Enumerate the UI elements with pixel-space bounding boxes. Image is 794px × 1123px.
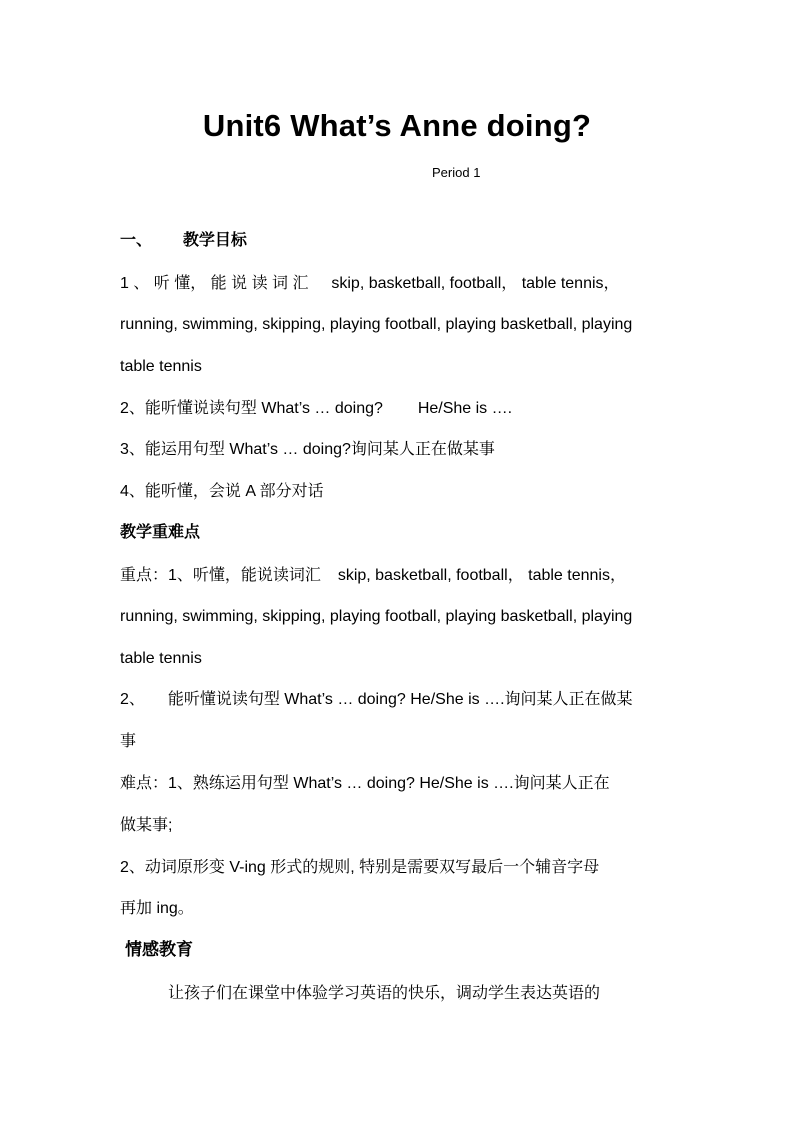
section-heading-objectives [120, 230, 247, 252]
heading-number: 一、 [120, 232, 153, 249]
document-title: Unit6 What’s Anne doing? [202, 108, 592, 143]
goal-1-line-1: 1 、 听 懂， 能 说 读 词 汇 skip, basketball, football， table tennis， [120, 275, 620, 292]
emotional-education-paragraph: 让孩子们在课堂中体验学习英语的快乐，调动学生表达英语的 [168, 985, 601, 1002]
difficulty-2-line-2: 再加 ing。 [120, 900, 194, 917]
heading-text: 教学目标 [182, 232, 247, 249]
section-heading-emotional-education: 情感教育 [125, 940, 193, 959]
difficulty-1-line-2: 做某事; [120, 817, 173, 834]
key-point-2-line-1: 2、 能听懂说读句型 What’s … doing? He/She is ….询问某人正在做某 [120, 691, 633, 708]
difficulty-1-line-1: 难点：1、熟练运用句型 What’s … doing? He/She is ….询问某人正在 [120, 775, 610, 792]
goal-1-line-3: table tennis [120, 358, 202, 375]
section-heading-key-points: 教学重难点 [120, 524, 201, 541]
goal-4: 4、能听懂，会说 A 部分对话 [120, 483, 324, 500]
difficulty-2-line-1: 2、动词原形变 V-ing 形式的规则, 特别是需要双写最后一个辅音字母 [120, 859, 600, 876]
goal-1-line-2: running, swimming, skipping, playing football, playing basketball, playing [120, 316, 633, 333]
key-point-1-line-1: 重点：1、听懂，能说读词汇 skip, basketball, football， table tennis， [120, 567, 626, 584]
goal-2: 2、能听懂说读句型 What’s … doing? He/She is …. [120, 400, 513, 417]
key-point-1-line-2: running, swimming, skipping, playing football, playing basketball, playing [120, 608, 633, 625]
goal-3: 3、能运用句型 What’s … doing?询问某人正在做某事 [120, 441, 495, 458]
key-point-1-line-3: table tennis [120, 650, 202, 667]
key-point-2-line-2: 事 [120, 733, 137, 750]
period-label: Period 1 [432, 165, 481, 180]
